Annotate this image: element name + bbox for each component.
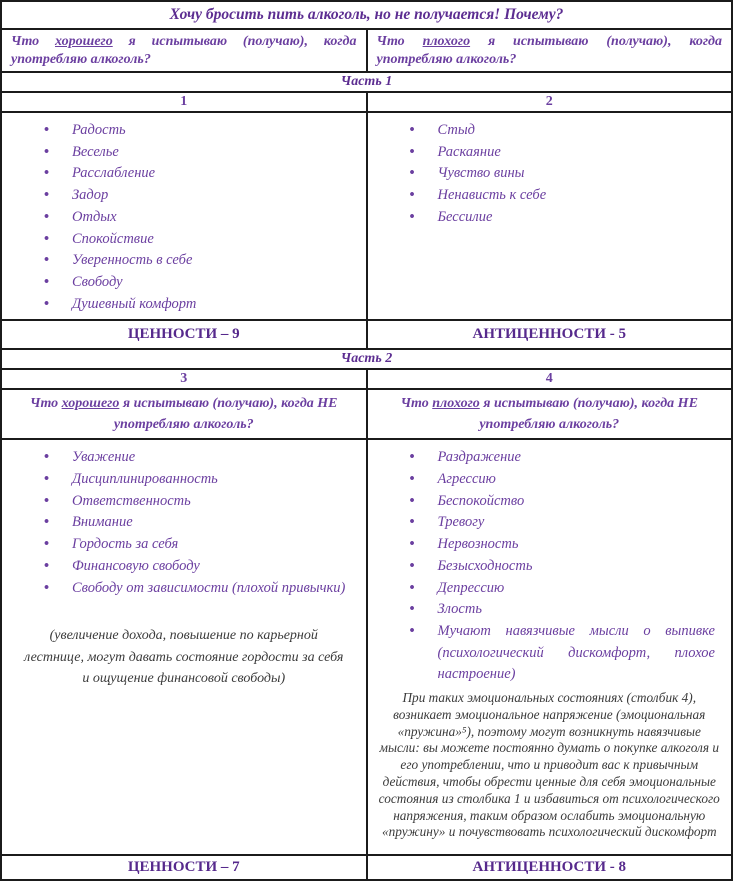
list-item: • Спокойствие	[42, 229, 350, 251]
list-item: • Чувство вины	[408, 163, 716, 185]
question-prefix: Что	[376, 34, 423, 49]
question-prefix: Что	[11, 34, 56, 49]
list-item: • Депрессию	[408, 578, 716, 600]
part2-left-note: (увеличение дохода, повышение по карьерной лестнице, могут давать состояние гордости за себя и ощущение финансовой свободы)	[24, 628, 344, 687]
part1-left-column-number: 1	[1, 92, 367, 112]
part1-left-list-cell	[1, 112, 367, 320]
part2-right-note: При таких эмоциональных состояниях (столбик 4), возникает эмоциональное напряжение (эмоциональная «пружина»⁵), поэтому могут возникнуть навязчивые мысли: вы можете постоянно думать о покупке алкоголя и его употреблении, что и приводит вас к привычным действия, чтобы обрести ценные для себя эмоциональные состояния из столбика 1 и избавиться от психологического напряжения, таким образом ослабить эмоциональную «пружину» и почувствовать психологический дискомфорт	[378, 690, 720, 840]
part2-section-label: Часть 2	[1, 349, 732, 369]
list-item: • Свободу от зависимости (плохой привычки)	[42, 578, 350, 600]
list-item: • Стыд	[408, 120, 716, 142]
list-item: • Уважение	[42, 447, 350, 469]
list-item: • Мучают навязчивые мысли о выпивке (психологический дискомфорт, плохое настроение)	[408, 621, 716, 686]
part1-left-question	[1, 29, 367, 72]
list-item: • Безысходность	[408, 556, 716, 578]
question-underlined-word: плохого	[422, 34, 471, 49]
part1-section-label: Часть 1	[1, 72, 732, 92]
part1-right-column-number: 2	[367, 92, 733, 112]
list-item: • Радость	[42, 120, 350, 142]
part1-right-question	[367, 29, 733, 72]
list-item: • Нервозность	[408, 534, 716, 556]
list-item: • Злость	[408, 599, 716, 621]
question-suffix: я испытываю (получаю), когда НЕ употребляю алкоголь?	[479, 396, 698, 433]
part2-right-list-cell	[367, 439, 733, 855]
part2-right-question	[367, 389, 733, 439]
list-item: • Бессилие	[408, 207, 716, 229]
list-item: • Ненависть к себе	[408, 185, 716, 207]
part2-left-list-cell	[1, 439, 367, 855]
list-item: • Свободу	[42, 272, 350, 294]
part2-right-column-number: 4	[367, 369, 733, 389]
part1-right-list-cell	[367, 112, 733, 320]
list-item: • Внимание	[42, 512, 350, 534]
question-prefix: Что	[400, 396, 433, 412]
part1-right-list	[374, 120, 726, 229]
part1-antivalues-total: АНТИЦЕННОСТИ - 5	[367, 320, 733, 349]
part2-left-list	[8, 447, 360, 599]
part2-right-list	[374, 447, 726, 686]
list-item: • Агрессию	[408, 469, 716, 491]
list-item: • Расслабление	[42, 163, 350, 185]
part2-values-total: ЦЕННОСТИ – 7	[1, 855, 367, 880]
list-item: • Тревогу	[408, 512, 716, 534]
question-prefix: Что	[29, 396, 62, 412]
part1-values-total: ЦЕННОСТИ – 9	[1, 320, 367, 349]
question-underlined-word: хорошего	[55, 34, 113, 49]
question-underlined-word: хорошего	[61, 396, 120, 412]
list-item: • Душевный комфорт	[42, 294, 350, 316]
list-item: • Гордость за себя	[42, 534, 350, 556]
list-item: • Беспокойство	[408, 491, 716, 513]
list-item: • Дисциплинированность	[42, 469, 350, 491]
part2-antivalues-total: АНТИЦЕННОСТИ - 8	[367, 855, 733, 880]
part2-left-question	[1, 389, 367, 439]
list-item: • Уверенность в себе	[42, 250, 350, 272]
question-suffix: я испытываю (получаю), когда употребляю алкоголь?	[11, 34, 357, 67]
list-item: • Задор	[42, 185, 350, 207]
part1-left-list	[8, 120, 360, 315]
list-item: • Ответственность	[42, 491, 350, 513]
list-item: • Раскаяние	[408, 142, 716, 164]
document-title: Хочу бросить пить алкоголь, но не получается! Почему?	[1, 1, 732, 29]
part2-left-column-number: 3	[1, 369, 367, 389]
list-item: • Раздражение	[408, 447, 716, 469]
list-item: • Отдых	[42, 207, 350, 229]
list-item: • Финансовую свободу	[42, 556, 350, 578]
question-suffix: я испытываю (получаю), когда употребляю алкоголь?	[376, 34, 722, 67]
question-underlined-word: плохого	[432, 396, 480, 412]
question-suffix: я испытываю (получаю), когда НЕ употребляю алкоголь?	[113, 396, 338, 433]
list-item: • Веселье	[42, 142, 350, 164]
